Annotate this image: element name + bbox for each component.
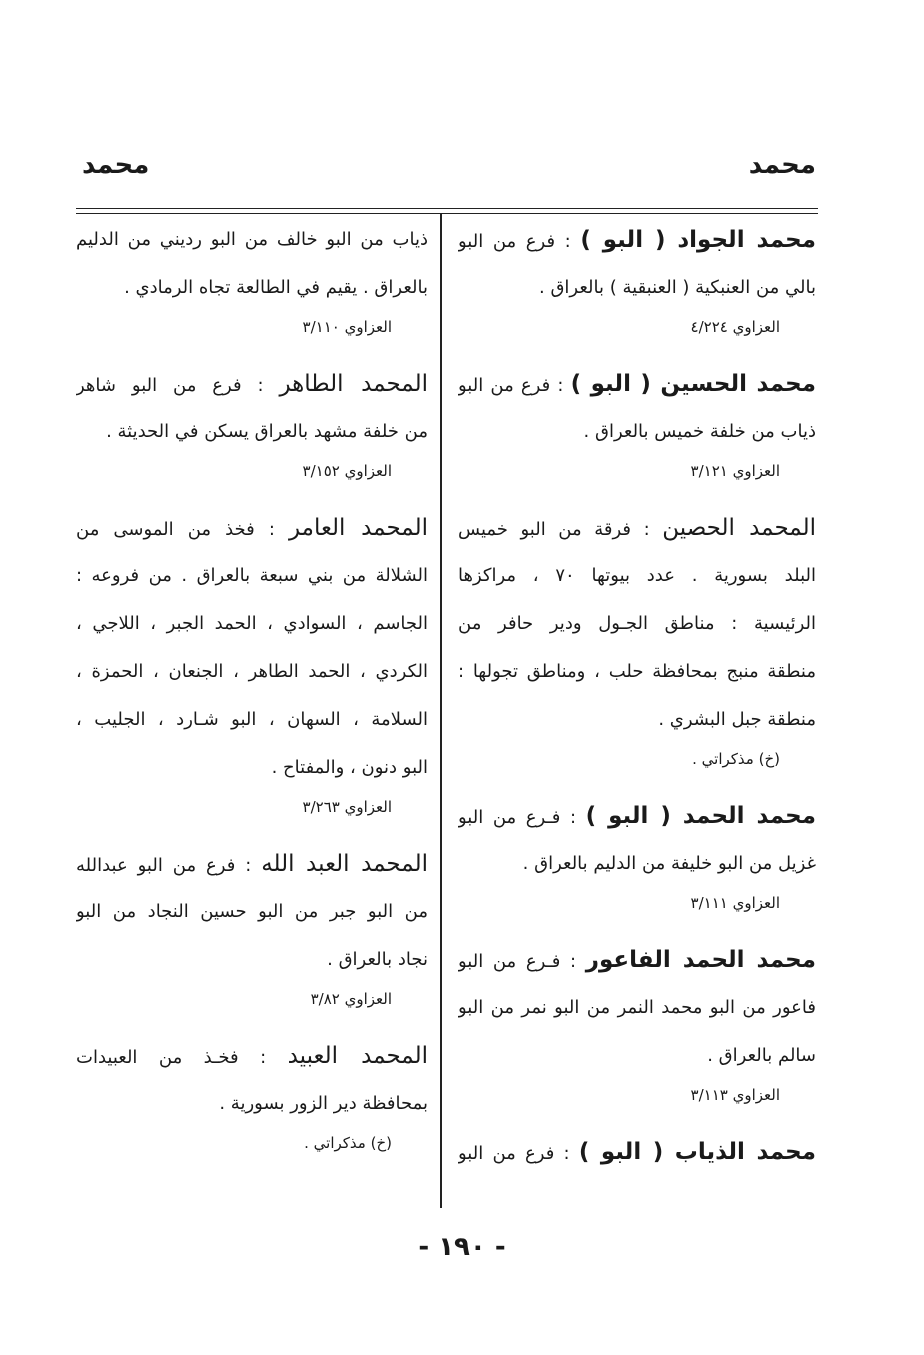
entry-first-line — [458, 216, 816, 264]
entry-line: سالم بالعراق . — [707, 1045, 816, 1066]
entry-headword: محمد الجواد ( البو ) — [580, 227, 816, 253]
entry-line: الشلالة من بني سبعة بالعراق . من فروعه : — [76, 565, 428, 586]
entry-first-line — [458, 792, 816, 840]
entry-reference: العزاوي ٣/١٥٢ — [302, 462, 392, 480]
entry-reference: العزاوي ٣/١١٣ — [690, 1086, 780, 1104]
running-head-right: محمد — [748, 150, 816, 180]
entry-line: البلد بسورية . عدد بيوتها ٧٠ ، مراكزها — [458, 565, 816, 586]
running-head-left: محمد — [82, 150, 150, 180]
entry-first-line — [76, 360, 428, 408]
entry-line: البو دنون ، والمفتاح . — [271, 757, 428, 778]
entry-headword: المحمد الحصين — [662, 515, 816, 541]
entry-reference: العزاوي ٤/٢٢٤ — [690, 318, 780, 336]
entry — [76, 360, 428, 486]
entry-line: الجاسم ، السوادي ، الحمد الجبر ، اللاجي ، — [76, 613, 428, 634]
entry-text: : فرع من البو عبدالله — [76, 855, 252, 876]
entry — [458, 792, 816, 918]
entry-first-line — [458, 936, 816, 984]
entry-text: : فـرع من البو — [458, 807, 577, 828]
entry-line: منطقة جبل البشري . — [658, 709, 816, 730]
entry-first-line — [458, 360, 816, 408]
entry-line: الرئيسية : مناطق الجـول ودير حافر من — [458, 613, 816, 634]
entry-reference: (خ) مذكراتي . — [304, 1134, 392, 1152]
page-number: - ١٩٠ - — [418, 1232, 506, 1262]
entry-line: ذياب من خلفة خميس بالعراق . — [583, 421, 816, 442]
entry-line: من البو جبر من البو حسين النجاد من البو — [76, 901, 428, 922]
entry-headword: محمد الذياب ( البو ) — [578, 1139, 816, 1165]
entry — [458, 936, 816, 1110]
entry-line: فاعور من البو محمد النمر من البو نمر من البو — [458, 997, 816, 1018]
entry — [76, 216, 428, 342]
entry — [458, 1128, 816, 1176]
entry-line: ذياب من البو خالف من البو رديني من الدليم — [76, 229, 428, 250]
entry — [458, 216, 816, 342]
entry-line: من خلفة مشهد بالعراق يسكن في الحديثة . — [106, 421, 428, 442]
entry-text: : فرع من البو — [458, 231, 571, 252]
entry-reference: العزاوي ٣/١٢١ — [690, 462, 780, 480]
entry-headword: محمد الحمد ( البو ) — [585, 803, 816, 829]
entry-line: بالي من العنبكية ( العنبقية ) بالعراق . — [539, 277, 816, 298]
entry-line: منطقة منبج بمحافظة حلب ، ومناطق تجولها : — [458, 661, 816, 682]
entry-text: : فرع من البو — [458, 1143, 570, 1164]
entry-text: : فخذ من الموسى من — [76, 519, 275, 540]
entry — [76, 1032, 428, 1158]
entry-text: : فرع من البو — [458, 375, 564, 396]
header-rule-bottom — [76, 213, 818, 214]
entry — [76, 840, 428, 1014]
entry-line: غزيل من البو خليفة من الدليم بالعراق . — [522, 853, 816, 874]
entry — [76, 504, 428, 822]
entry — [458, 504, 816, 774]
entry-reference: العزاوي ٣/١١٠ — [302, 318, 392, 336]
entry-headword: المحمد العبد الله — [261, 851, 428, 877]
entry-first-line — [458, 1128, 816, 1176]
entry-headword: المحمد العبيد — [287, 1043, 428, 1069]
entry-text: : فخـذ من العبيدات — [76, 1047, 267, 1068]
entry-reference: العزاوي ٣/٢٦٣ — [302, 798, 392, 816]
entry — [458, 360, 816, 486]
entry-line: نجاد بالعراق . — [327, 949, 428, 970]
entry-first-line — [76, 504, 428, 552]
entry-line: بالعراق . يقيم في الطالعة تجاه الرمادي . — [124, 277, 428, 298]
entry-reference: العزاوي ٣/٨٢ — [310, 990, 392, 1008]
entry-headword: المحمد العامر — [288, 515, 428, 541]
entry-line: الكردي ، الحمد الطاهر ، الجنعان ، الحمزة ، — [76, 661, 428, 682]
entry-headword: المحمد الطاهر — [279, 371, 428, 397]
entry-line: بمحافظة دير الزور بسورية . — [219, 1093, 428, 1114]
entry-first-line — [76, 1032, 428, 1080]
entry-headword: محمد الحسين ( البو ) — [570, 371, 816, 397]
entry-text: : فـرع من البو — [458, 951, 577, 972]
header-rule-top — [76, 208, 818, 209]
entry-reference: (خ) مذكراتي . — [692, 750, 780, 768]
left-column — [76, 216, 428, 1176]
right-column — [458, 216, 816, 1194]
entry-text: : فرقة من البو خميس — [458, 519, 650, 540]
entry-line: السلامة ، السهان ، البو شـارد ، الجليب ، — [76, 709, 428, 730]
entry-first-line — [76, 840, 428, 888]
column-divider — [440, 214, 442, 1208]
entry-first-line — [458, 504, 816, 552]
entry-reference: العزاوي ٣/١١١ — [690, 894, 780, 912]
entry-headword: محمد الحمد الفاعور — [585, 947, 816, 973]
entry-text: : فرع من البو شاهر — [76, 375, 264, 396]
